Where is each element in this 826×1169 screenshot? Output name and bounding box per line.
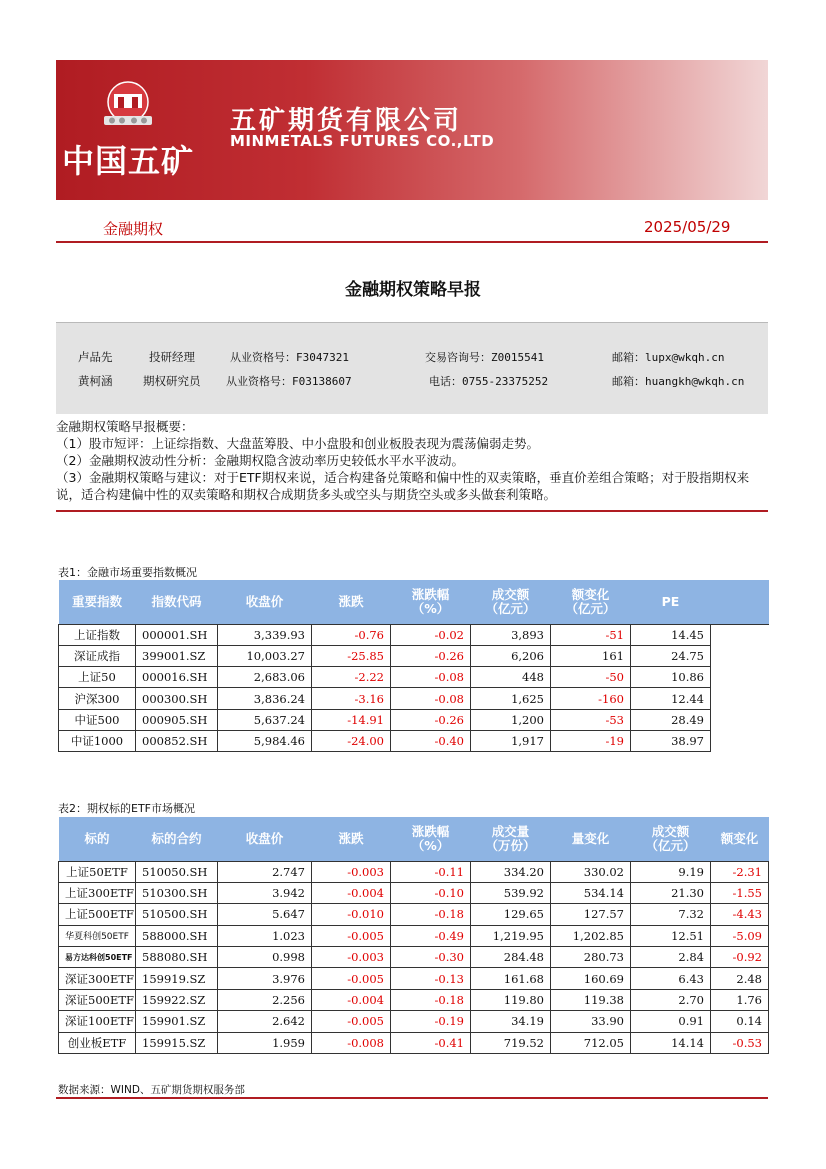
table-cell: 1,200 [471,709,551,730]
table-cell: 0.91 [631,1011,711,1032]
table-cell: 719.52 [471,1032,551,1053]
table-header-row [59,580,769,624]
table-cell: 2.48 [711,968,769,989]
table-cell: -0.49 [391,925,471,946]
table-cell: -50 [551,667,631,688]
table-cell: 000016.SH [136,667,218,688]
table-cell: -160 [551,688,631,709]
column-header: 涨跌幅 （%） [391,580,471,624]
column-header [711,580,769,624]
table-cell: 10.86 [631,667,711,688]
table-cell: -4.43 [711,904,769,925]
table-cell: 2.642 [218,1011,312,1032]
table-row [59,1032,769,1053]
table-cell: 1,917 [471,730,551,751]
column-header: 额变化 [711,817,769,861]
summary-section [56,418,768,503]
summary-heading: 金融期权策略早报概要： [56,419,194,434]
table-row [59,730,769,751]
table-cell: 1.959 [218,1032,312,1053]
table-cell: 129.65 [471,904,551,925]
table-cell: -3.16 [312,688,391,709]
table-cell: -0.11 [391,861,471,882]
table-cell: 2,683.06 [218,667,312,688]
empty-cell [711,667,769,688]
table-cell: 000001.SH [136,624,218,645]
column-header: 指数代码 [136,580,218,624]
table-cell: 创业板ETF [59,1032,136,1053]
column-header: 涨跌 [312,817,391,861]
table-cell: 119.80 [471,989,551,1010]
author-role: 投研经理 [149,350,195,364]
table-cell: -0.003 [312,861,391,882]
table-cell: -0.004 [312,882,391,903]
index-overview-table [58,580,769,752]
column-header: 成交额 （亿元） [471,580,551,624]
table-row [59,861,769,882]
etf-overview-table [58,817,769,1054]
table-cell: 000300.SH [136,688,218,709]
table-cell: -1.55 [711,882,769,903]
author-contact: 电话：0755-23375252 [429,375,549,388]
table-cell: 9.19 [631,861,711,882]
table-cell: -2.22 [312,667,391,688]
empty-cell [711,688,769,709]
empty-cell [711,709,769,730]
table-row [59,925,769,946]
column-header: 重要指数 [59,580,136,624]
table-cell: -0.08 [391,667,471,688]
table-cell: -0.13 [391,968,471,989]
table-cell: 28.49 [631,709,711,730]
table-cell: 深证300ETF [59,968,136,989]
table-row [59,667,769,688]
empty-cell [711,730,769,751]
table-cell: 深证100ETF [59,1011,136,1032]
table-row [59,989,769,1010]
table-cell: -5.09 [711,925,769,946]
table-cell: -2.31 [711,861,769,882]
summary-divider [56,510,768,512]
table-cell: -0.003 [312,947,391,968]
empty-cell [711,645,769,666]
table-cell: 334.20 [471,861,551,882]
table-cell: 14.45 [631,624,711,645]
table-cell: 上证指数 [59,624,136,645]
table-cell: 3,339.93 [218,624,312,645]
table-cell: -0.40 [391,730,471,751]
table-cell: -0.76 [312,624,391,645]
table-cell: 330.02 [551,861,631,882]
table-cell: -0.005 [312,968,391,989]
table2-caption: 表2：期权标的ETF市场概况 [58,802,195,815]
table-cell: 1,219.95 [471,925,551,946]
report-date: 2025/05/29 [644,218,731,236]
table-row [59,645,769,666]
column-header: 额变化 （亿元） [551,580,631,624]
author-cert: 从业资格号：F03138607 [226,375,352,388]
table-cell: 534.14 [551,882,631,903]
table-cell: -0.30 [391,947,471,968]
column-header: 标的 [59,817,136,861]
table-cell: 33.90 [551,1011,631,1032]
table-cell: -0.26 [391,709,471,730]
data-source-note: 数据来源：WIND、五矿期货期权服务部 [58,1084,245,1096]
table-cell: 7.32 [631,904,711,925]
table-cell: 5,984.46 [218,730,312,751]
table-cell: 399001.SZ [136,645,218,666]
table-cell: 160.69 [551,968,631,989]
table-cell: 159915.SZ [136,1032,218,1053]
table-cell: 0.998 [218,947,312,968]
column-header: 成交额 （亿元） [631,817,711,861]
table-cell: -0.005 [312,925,391,946]
table-cell: 510050.SH [136,861,218,882]
table-cell: -24.00 [312,730,391,751]
table-cell: 14.14 [631,1032,711,1053]
author-email: 邮箱：lupx@wkqh.cn [612,351,725,364]
table-cell: -19 [551,730,631,751]
column-header: 涨跌幅 （%） [391,817,471,861]
table-cell: 沪深300 [59,688,136,709]
table-row [59,947,769,968]
table-cell: 280.73 [551,947,631,968]
column-header: 收盘价 [218,580,312,624]
table-cell: -0.004 [312,989,391,1010]
table-row [59,968,769,989]
company-name-en: MINMETALS FUTURES CO.,LTD [230,132,495,150]
table-cell: 2.84 [631,947,711,968]
table-cell: 159922.SZ [136,989,218,1010]
table-cell: -0.41 [391,1032,471,1053]
table-cell: 1,202.85 [551,925,631,946]
table-cell: 2.747 [218,861,312,882]
table-cell: 10,003.27 [218,645,312,666]
table-cell: 539.92 [471,882,551,903]
table-cell: 2.70 [631,989,711,1010]
table-row [59,624,769,645]
table-cell: 38.97 [631,730,711,751]
table-cell: -0.18 [391,989,471,1010]
table-cell: 0.14 [711,1011,769,1032]
column-header: PE [631,580,711,624]
table-cell: 284.48 [471,947,551,968]
table-cell: 3,893 [471,624,551,645]
table-cell: 深证500ETF [59,989,136,1010]
table-cell: 上证500ETF [59,904,136,925]
table-cell: 21.30 [631,882,711,903]
table-cell: 712.05 [551,1032,631,1053]
company-name-cn: 五矿期货有限公司 [230,106,463,136]
page-title: 金融期权策略早报 [345,280,481,300]
table-cell: 12.51 [631,925,711,946]
header-divider [56,241,768,243]
table-cell: 中证1000 [59,730,136,751]
table-cell: -25.85 [312,645,391,666]
table-row [59,1011,769,1032]
table-cell: 1.023 [218,925,312,946]
table-cell: 161.68 [471,968,551,989]
table-cell: 易方达科创50ETF [59,947,136,968]
table-cell: 34.19 [471,1011,551,1032]
table-cell: -0.005 [312,1011,391,1032]
table-cell: 000852.SH [136,730,218,751]
table-cell: -0.02 [391,624,471,645]
table-cell: 159901.SZ [136,1011,218,1032]
column-header: 量变化 [551,817,631,861]
table-cell: 510300.SH [136,882,218,903]
table-cell: 5.647 [218,904,312,925]
table-cell: -0.26 [391,645,471,666]
table-cell: 000905.SH [136,709,218,730]
author-name: 黄柯涵 [78,374,113,388]
group-logo-text: 中国五矿 [62,142,195,180]
table-cell: 510500.SH [136,904,218,925]
author-contact: 交易咨询号：Z0015541 [425,351,544,364]
footer-divider [56,1097,768,1099]
table-cell: 1.76 [711,989,769,1010]
table-cell: 深证成指 [59,645,136,666]
table-cell: 3.942 [218,882,312,903]
table-cell: 588080.SH [136,947,218,968]
table-cell: 上证300ETF [59,882,136,903]
table-cell: -0.10 [391,882,471,903]
table-row [59,688,769,709]
table-cell: 华夏科创50ETF [59,925,136,946]
table-cell: 3,836.24 [218,688,312,709]
table-row [59,882,769,903]
table-header-row [59,817,769,861]
table-cell: 上证50ETF [59,861,136,882]
author-name: 卢品先 [78,350,113,364]
table-cell: -53 [551,709,631,730]
table-cell: -0.010 [312,904,391,925]
table-cell: -51 [551,624,631,645]
table-cell: 2.256 [218,989,312,1010]
table-row [59,709,769,730]
table-cell: 448 [471,667,551,688]
table-cell: 12.44 [631,688,711,709]
table-cell: 588000.SH [136,925,218,946]
summary-item: （2）金融期权波动性分析：金融期权隐含波动率历史较低水平水平波动。 [56,453,464,468]
author-info-box [56,322,768,414]
table-cell: 5,637.24 [218,709,312,730]
column-header: 涨跌 [312,580,391,624]
table-cell: 上证50 [59,667,136,688]
table-cell: -14.91 [312,709,391,730]
company-seal-icon [98,78,158,134]
summary-item: （3）金融期权策略与建议：对于ETF期权来说，适合构建备兑策略和偏中性的双卖策略，垂直价差组合策略；对于股指期权来说，适合构建偏中性的双卖策略和期权合成期货多头或空头与期货空头或多头做套利策略。 [56,470,750,502]
report-category: 金融期权 [103,220,164,238]
table1-caption: 表1：金融市场重要指数概况 [58,566,197,579]
table-cell: -0.008 [312,1032,391,1053]
table-cell: -0.18 [391,904,471,925]
table-cell: 24.75 [631,645,711,666]
table-cell: -0.19 [391,1011,471,1032]
table-cell: 3.976 [218,968,312,989]
author-cert: 从业资格号：F3047321 [230,351,349,364]
author-email: 邮箱：huangkh@wkqh.cn [612,375,745,388]
table-cell: 中证500 [59,709,136,730]
table-cell: 119.38 [551,989,631,1010]
table-cell: -0.08 [391,688,471,709]
table-cell: 127.57 [551,904,631,925]
column-header: 成交量 （万份） [471,817,551,861]
table-cell: 161 [551,645,631,666]
summary-item: （1）股市短评：上证综指数、大盘蓝筹股、中小盘股和创业板股表现为震荡偏弱走势。 [56,436,539,451]
table-cell: 1,625 [471,688,551,709]
table-cell: 6,206 [471,645,551,666]
column-header: 标的合约 [136,817,218,861]
author-role: 期权研究员 [143,374,201,388]
empty-cell [711,624,769,645]
table-row [59,904,769,925]
column-header: 收盘价 [218,817,312,861]
table-cell: 159919.SZ [136,968,218,989]
table-cell: -0.53 [711,1032,769,1053]
table-cell: -0.92 [711,947,769,968]
table-cell: 6.43 [631,968,711,989]
